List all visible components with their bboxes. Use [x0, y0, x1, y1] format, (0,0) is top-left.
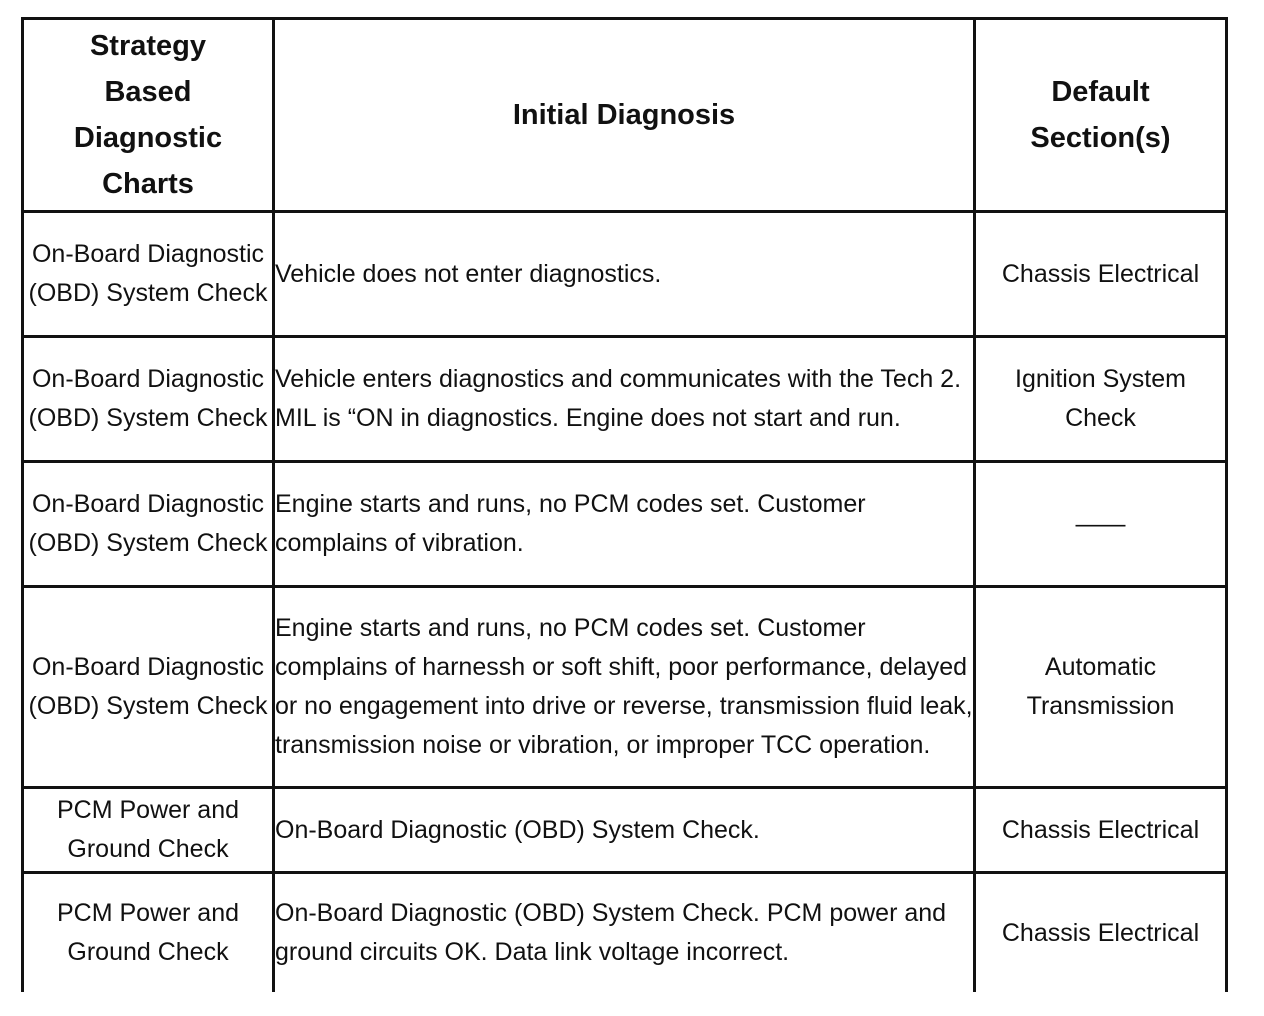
diagnosis-cell: Engine starts and runs, no PCM codes set. Customer complains of vibration. [274, 462, 975, 587]
strategy-cell: On-Board Diagnostic (OBD) System Check [23, 337, 274, 462]
table-row [23, 587, 1227, 788]
header-default-sections: Default Section(s) [975, 19, 1227, 212]
section-cell: Chassis Electrical [975, 788, 1227, 873]
strategy-cell: PCM Power and Ground Check [23, 788, 274, 873]
diagnosis-cell: Engine starts and runs, no PCM codes set. Customer complains of harnessh or soft shift, poor performance, delayed or no engagement into drive or reverse, transmission fluid leak, transmission noise or vibration, or improper TCC operation. [274, 587, 975, 788]
section-cell: —— [975, 462, 1227, 587]
section-cell: Chassis Electrical [975, 212, 1227, 337]
table-row [23, 462, 1227, 587]
section-cell: Automatic Transmission [975, 587, 1227, 788]
diagnosis-cell: Vehicle does not enter diagnostics. [274, 212, 975, 337]
strategy-cell: On-Board Diagnostic (OBD) System Check [23, 587, 274, 788]
diagnosis-cell: Vehicle enters diagnostics and communicates with the Tech 2. MIL is “ON in diagnostics. Engine does not start and run. [274, 337, 975, 462]
table-row [23, 873, 1227, 993]
header-strategy: Strategy Based Diagnostic Charts [23, 19, 274, 212]
strategy-cell: On-Board Diagnostic (OBD) System Check [23, 462, 274, 587]
table-row [23, 212, 1227, 337]
header-initial-diagnosis: Initial Diagnosis [274, 19, 975, 212]
section-cell: Chassis Electrical [975, 873, 1227, 993]
table-row [23, 337, 1227, 462]
diagnosis-cell: On-Board Diagnostic (OBD) System Check. PCM power and ground circuits OK. Data link voltage incorrect. [274, 873, 975, 993]
diagnostic-table [21, 17, 1228, 992]
strategy-cell: PCM Power and Ground Check [23, 873, 274, 993]
table-header-row [23, 19, 1227, 212]
strategy-cell: On-Board Diagnostic (OBD) System Check [23, 212, 274, 337]
diagnosis-cell: On-Board Diagnostic (OBD) System Check. [274, 788, 975, 873]
section-cell: Ignition System Check [975, 337, 1227, 462]
table-row [23, 788, 1227, 873]
